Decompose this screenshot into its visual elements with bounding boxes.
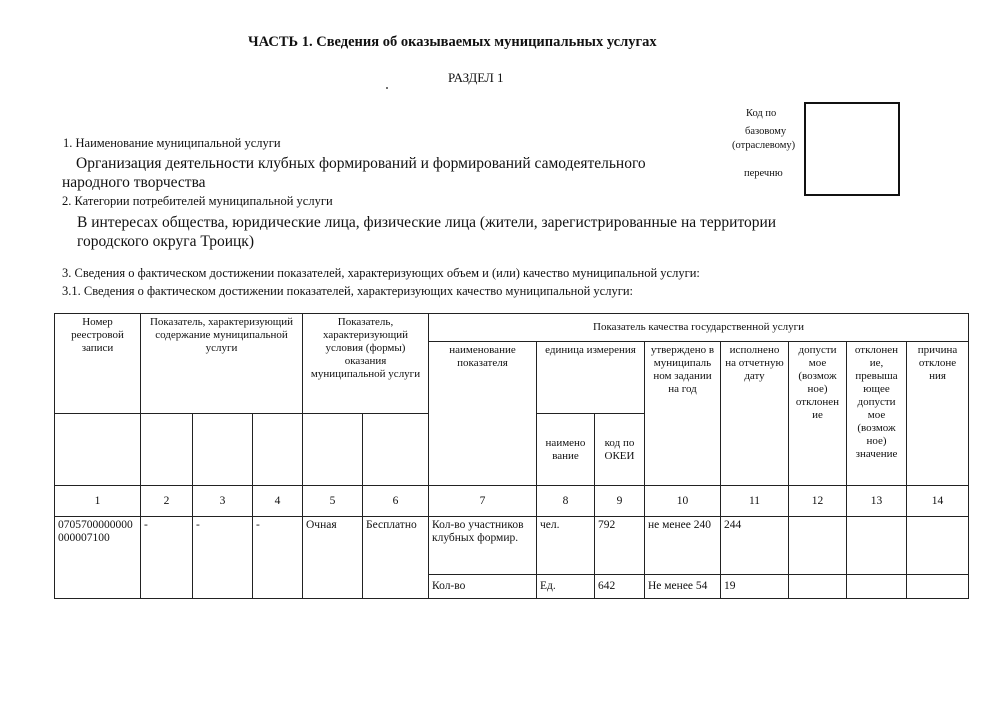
unit-code-cell: 792 (595, 517, 645, 575)
unit-name-cell: Ед. (537, 575, 595, 599)
item-2-value-line-1: В интересах общества, юридические лица, физические лица (жители, зарегистрированные на территории (77, 214, 777, 231)
column-number: 13 (847, 486, 907, 517)
content-cell-1: - (141, 517, 193, 599)
column-number: 8 (537, 486, 595, 517)
section-label: РАЗДЕЛ 1 (448, 70, 504, 85)
done-cell: 244 (721, 517, 789, 575)
column-number: 7 (429, 486, 537, 517)
item-1-label: 1. Наименование муниципальной услуги (63, 136, 281, 150)
header-conditions: Показатель, характеризующий условия (формы) оказания муниципальной услуги (303, 314, 429, 414)
code-box (804, 102, 900, 196)
header-exceeding-deviation: отклонен ие, превыша ющее допусти мое (возмож ное) значение (847, 342, 907, 486)
subheader-empty-6 (363, 414, 429, 486)
unit-name-cell: чел. (537, 517, 595, 575)
subheader-empty-2 (141, 414, 193, 486)
column-number: 5 (303, 486, 363, 517)
header-unit: единица измерения (537, 342, 645, 414)
column-number: 1 (55, 486, 141, 517)
approved-cell: Не менее 54 (645, 575, 721, 599)
item-1-value-line-1: Организация деятельности клубных формирований и формирований самодеятельного (76, 155, 646, 172)
content-cell-2: - (193, 517, 253, 599)
column-number: 3 (193, 486, 253, 517)
column-number: 12 (789, 486, 847, 517)
quality-indicators-table (54, 313, 969, 599)
code-label-3: (отраслевому) (732, 140, 796, 151)
column-number: 11 (721, 486, 789, 517)
column-number: 9 (595, 486, 645, 517)
header-reason: причина отклоне ния (907, 342, 969, 486)
reason-cell (907, 575, 969, 599)
scan-speck (386, 87, 388, 89)
exceeding-deviation-cell (847, 575, 907, 599)
indicator-name-cell: Кол-во участников клубных формир. (429, 517, 537, 575)
reason-cell (907, 517, 969, 575)
content-cell-3: - (253, 517, 303, 599)
header-allowed-deviation: допусти мое (возмож ное) отклонен ие (789, 342, 847, 486)
column-number: 10 (645, 486, 721, 517)
indicator-name-cell: Кол-во (429, 575, 537, 599)
header-unit-code: код по ОКЕИ (595, 414, 645, 486)
code-label-4: перечню (744, 168, 783, 179)
form-cell: Очная (303, 517, 363, 599)
header-registry: Номер реестровой записи (55, 314, 141, 414)
column-number: 14 (907, 486, 969, 517)
subheader-empty-1 (55, 414, 141, 486)
payment-cell: Бесплатно (363, 517, 429, 599)
column-number: 2 (141, 486, 193, 517)
code-label-1: Код по (746, 108, 777, 119)
header-approved: утверждено в муниципаль ном задании на год (645, 342, 721, 486)
item-3-label: 3. Сведения о фактическом достижении показателей, характеризующих объем и (или) качество муниципальной услуги: (62, 266, 700, 280)
header-unit-name: наимено вание (537, 414, 595, 486)
page-title: ЧАСТЬ 1. Сведения об оказываемых муниципальных услугах (248, 34, 657, 50)
item-2-value-line-2: городского округа Троицк) (77, 233, 254, 250)
header-content: Показатель, характеризующий содержание муниципальной услуги (141, 314, 303, 414)
item-1-value-line-2: народного творчества (62, 174, 206, 191)
done-cell: 19 (721, 575, 789, 599)
header-indicator-name: наименование показателя (429, 342, 537, 486)
item-2-label: 2. Категории потребителей муниципальной услуги (62, 194, 333, 208)
subheader-empty-3 (193, 414, 253, 486)
allowed-deviation-cell (789, 575, 847, 599)
subheader-empty-5 (303, 414, 363, 486)
header-quality: Показатель качества государственной услуги (429, 314, 969, 342)
registry-number-cell: 0705700000000000007100 (55, 517, 141, 599)
code-label-2: базовому (745, 126, 787, 137)
column-number: 6 (363, 486, 429, 517)
allowed-deviation-cell (789, 517, 847, 575)
header-done: исполнено на отчетную дату (721, 342, 789, 486)
subheader-empty-4 (253, 414, 303, 486)
exceeding-deviation-cell (847, 517, 907, 575)
approved-cell: не менее 240 (645, 517, 721, 575)
item-3-1-label: 3.1. Сведения о фактическом достижении показателей, характеризующих качество муниципальной услуги: (62, 284, 634, 298)
column-number: 4 (253, 486, 303, 517)
unit-code-cell: 642 (595, 575, 645, 599)
